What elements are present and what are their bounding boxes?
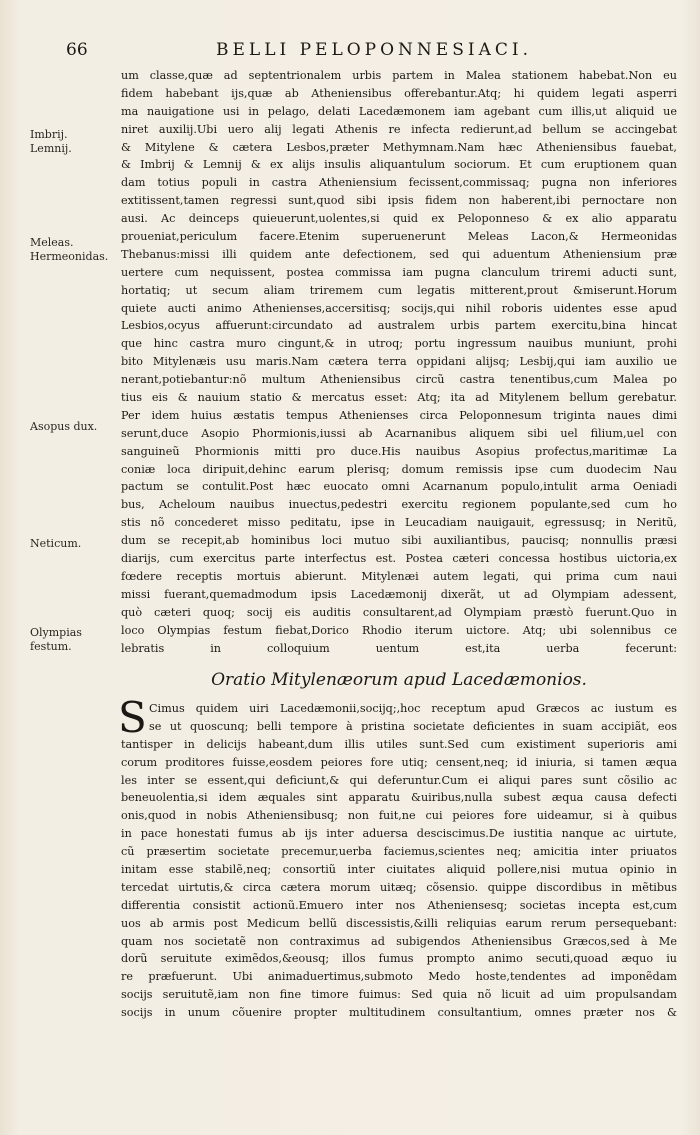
text-line: bus, Acheloum nauibus inuectus,pedestri exercitu regionem populante,sed cum ho (121, 498, 677, 512)
text-line: Thebanus:missi illi quidem ante defectionem, sed qui aduentum Atheniensium præ (121, 247, 677, 261)
text-line: & Mitylene & cætera Lesbos,præter Methymnam.Nam hæc Atheniensibus fauebat, (121, 140, 677, 154)
text-line: lebratis in colloquium uentum est,ita uerba fecerunt: (121, 641, 677, 655)
text-line: se ut quoscunq; belli tempore à pristina societate deficientes in suam accipiãt, eos (149, 719, 677, 733)
text-line: quam nos societatẽ non contraximus ad subigendos Atheniensibus Græcos,sed à Me (121, 934, 677, 948)
margin-note-olympias (30, 626, 114, 654)
running-title: BELLI PELOPONNESIACI. (216, 40, 532, 60)
text-line: re præfuerunt. Ubi animaduertimus,submoto Medo hoste,tendentes ad imponẽdam (121, 970, 677, 984)
text-line: quiete aucti animo Athenienses,accersitisq; socijs,qui nihil roboris uidentes esse apud (121, 301, 677, 315)
text-line: in pace honestati fumus ab ijs inter aduersa desciscimus.De iustitia nanque ac uirtute, (121, 827, 677, 841)
text-line: initam esse stabilẽ,neq; consortiũ inter ciuitates aliquid pollere,nisi mutua opinio in (121, 863, 677, 877)
text-line: uos ab armis post Medicum bellũ discessistis,&illi reliquias earum rerum persequebant: (121, 916, 677, 930)
text-line: um classe,quæ ad septentrionalem urbis partem in Malea stationem habebat.Non eu (121, 69, 677, 82)
margin-note-text: Imbrij. Lemnij. (30, 128, 72, 155)
text-line: fœdere receptis mortuis abierunt. Mitylenæi autem legati, qui prima cum naui (121, 569, 677, 583)
margin-note-text: Meleas. Hermeonidas. (30, 236, 109, 263)
text-line: beneuolentia,si idem æquales sint apparatu &uiribus,nulla subest æqua causa defecti (121, 791, 677, 805)
text-line: serunt,duce Asopio Phormionis,iussi ab Acarnanibus aliquem sibi uel filium,uel con (121, 426, 677, 440)
text-line: quò cæteri quoq; socij eis auditis consultarent,ad Olympiam præstò fuerunt.Quo in (121, 605, 677, 619)
page-number: 66 (66, 40, 88, 60)
text-line: diarijs, cum exercitus parte interfectus est. Postea cæteri concessa hostibus uictoria,ex (121, 552, 677, 566)
text-line: socijs seruitutẽ,iam non fine timore fuimus: Sed quia nõ licuit ad uim propulsandam (121, 988, 677, 1002)
text-line: hortatiq; ut secum aliam triremem cum legatis mitterent,prout &miserunt.Horum (121, 283, 677, 297)
text-line: les inter se essent,qui deficiunt,& qui deferuntur.Cum ei aliqui pares sunt cõsilio ac (121, 773, 677, 787)
text-line: uertere cum nequissent, postea commissa iam pugna clanculum triremi aducti sunt, (121, 265, 677, 279)
text-line: cũ præsertim societate precemur,uerba faciemus,scientes neq; amicitia inter priuatos (121, 845, 677, 859)
text-line: bito Mitylenæis usu maris.Nam cætera terra oppidani alijsq; Lesbij,qui iam auxilio ue (121, 355, 677, 369)
margin-note-text: Asopus dux. (30, 420, 98, 433)
text-line: proueniat,periculum facere.Etenim superuenerunt Meleas Lacon,& Hermeonidas (121, 230, 677, 244)
text-line: tantisper in delicijs habeant,dum illis utiles sunt.Sed cum existiment superioris ami (121, 737, 677, 751)
text-line: ma nauigatione usi in pelago, delati Lacedæmonem iam agebant cum illis,ut aliquid ue (121, 104, 677, 118)
text-line: dorũ seruitute eximẽdos,&eousq; illos fumus prompto animo secuti,quoad æquo iu (121, 952, 677, 966)
text-line: niret auxilij.Ubi uero alij legati Athenis re infecta redierunt,ad bellum se accingebat (121, 122, 677, 136)
paragraph-oration (121, 700, 677, 1022)
text-line: missi fuerant,quemadmodum ipsis Lacedæmonij dixerãt, ut ad Olympiam adessent, (121, 587, 677, 601)
text-line: extitissent,tamen regressi sunt,quod sibi ipsis fidem non haberent,ibi pernoctare non (121, 194, 677, 208)
text-line: socijs in unum cõuenire propter multitudinem consultantium, omnes præter nos & (121, 1006, 677, 1020)
text-line: differentia consistit actionũ.Emuero inter nos Atheniensesq; societas incepta est,cum (121, 898, 677, 912)
text-line: Cimus quidem uiri Lacedæmonii,socijq;,hoc receptum apud Græcos ac iustum es (149, 702, 677, 715)
text-line: fidem habebant ijs,quæ ab Atheniensibus offerebantur.Atq; hi quidem legati asperri (121, 86, 677, 100)
margin-note-text: Neticum. (30, 537, 82, 550)
running-head (66, 40, 666, 64)
margin-note-imbrij (30, 128, 114, 156)
margin-note-neticum (30, 537, 114, 551)
margin-note-meleas (30, 236, 114, 264)
text-line: loco Olympias festum fiebat,Dorico Rhodio iterum uictore. Atq; ubi solennibus ce (121, 623, 677, 637)
text-line: que hinc castra muro cingunt,& in utroq; portu ingressum nauibus muniunt, prohi (121, 337, 677, 351)
text-line: nerant,potiebantur:nõ multum Atheniensibus circũ castra tenentibus,cum Malea po (121, 373, 677, 387)
paragraph-main (121, 67, 677, 657)
text-line: & Imbrij & Lemnij & ex alijs insulis aliquantulum sociorum. Et cum eruptionem quan (121, 158, 677, 172)
text-line: Lesbios,ocyus affuerunt:circundato ad australem urbis partem exercitu,bina hincat (121, 319, 677, 333)
text-line: tius eis & nauium statio & mercatus esset: Atq; ita ad Mitylenem bellum gerebatur. (121, 391, 677, 405)
text-line: stis nõ concederet misso peditatu, ipse in Leucadiam nauigauit, egressusq; in Neritũ, (121, 516, 677, 530)
text-line: onis,quod in nobis Atheniensibusq; non fuit,ne cui peiores fore uideamur, si à quibus (121, 809, 677, 823)
text-line: corum proditores fuisse,eosdem peiores fore utiq; censent,neq; id iniuria, si tamen æqua (121, 755, 677, 769)
text-line: dam totius populi in castra Atheniensium fecissent,commissaq; pugna non inferiores (121, 176, 677, 190)
margin-note-asopus (30, 420, 114, 434)
text-line: dum se recepit,ab hominibus loci mutuo sibi auxiliantibus, paucisq; nonnullis præsi (121, 534, 677, 548)
text-line: Per idem huius æstatis tempus Athenienses circa Peloponnesum triginta naues dimi (121, 408, 677, 422)
text-line: pactum se contulit.Post hæc euocato omni Acarnanum populo,intulit arma Oeniadi (121, 480, 677, 494)
dropcap-initial: S (118, 693, 147, 742)
text-line: ausi. Ac deinceps quieuerunt,uolentes,si quid ex Peloponneso & ex alio apparatu (121, 212, 677, 226)
text-line: sanguineũ Phormionis mitti pro duce.His nauibus Asopius profectus,maritimæ La (121, 444, 677, 458)
margin-note-text: Olympias festum. (30, 626, 82, 653)
oration-title: Oratio Mitylenæorum apud Lacedæmonios. (211, 670, 587, 690)
text-line: coniæ loca diripuit,dehinc earum plerisq; domum remissis ipse cum duodecim Nau (121, 462, 677, 476)
text-line: tercedat uirtutis,& circa cætera morum uitæq; cõsensio. quippe discordibus in mẽtibus (121, 880, 677, 894)
